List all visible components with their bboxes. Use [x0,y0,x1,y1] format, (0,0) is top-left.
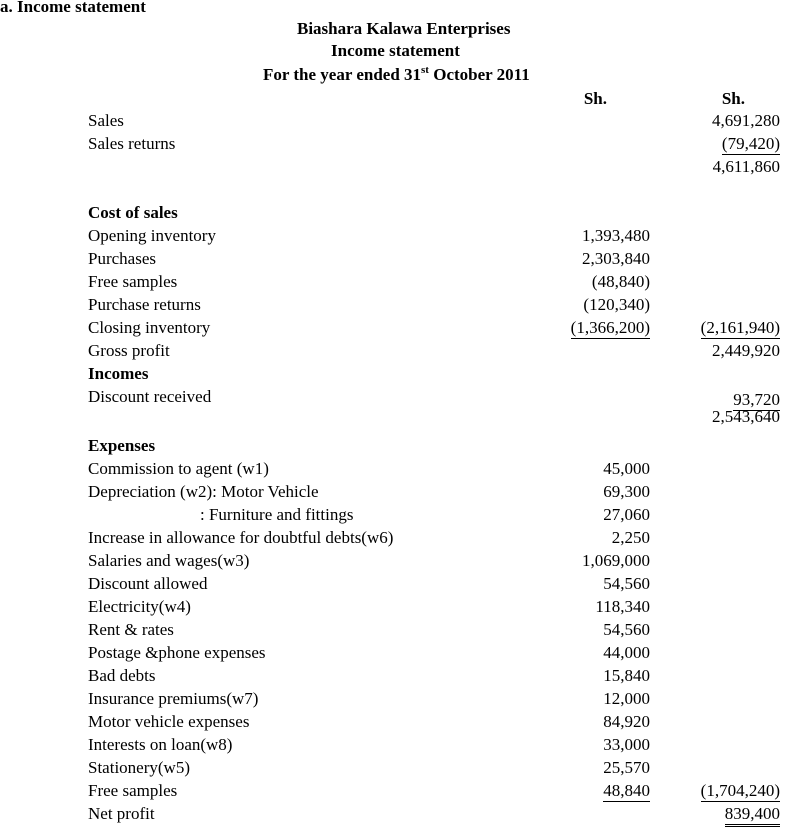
row-spacer [88,178,788,201]
row-amount-col2: (2,161,940) [700,318,780,337]
row-expense-item [88,710,788,733]
row-amount-col1: 27,060 [603,505,650,524]
row-label: Stationery(w5) [88,758,190,777]
row-expense-item [88,595,788,618]
row-label: Purchase returns [88,295,201,314]
row-amount-col1: 33,000 [603,735,650,754]
row-label: Discount allowed [88,574,208,593]
row-label: Commission to agent (w1) [88,459,269,478]
row-purchases [88,247,788,270]
row-expense-item [88,572,788,595]
section-heading: Cost of sales [88,203,178,222]
row-amount-col2: 839,400 [725,804,780,827]
row-amount-col1: 15,840 [603,666,650,685]
row-amount-col1: 12,000 [603,689,650,708]
row-label: Postage &phone expenses [88,643,266,662]
row-gross-profit [88,339,788,362]
row-expense-item [88,664,788,687]
row-amount-col2: (79,420) [721,134,780,153]
section-label: a. Income statement [0,0,146,16]
row-label: Depreciation (w2): Motor Vehicle [88,482,319,501]
row-amount-col1: (48,840) [591,272,650,291]
row-label: Electricity(w4) [88,597,191,616]
row-amount-col1: 45,000 [603,459,650,478]
row-amount-col1: 54,560 [603,620,650,639]
company-name: Biashara Kalawa Enterprises [297,19,511,38]
statement-table [88,109,788,825]
row-label: Free samples [88,781,178,800]
row-label: Opening inventory [88,226,216,245]
row-label: Net profit [88,804,155,823]
period-suffix: October 2011 [428,65,530,84]
row-amount-col1: 84,920 [603,712,650,731]
row-label: Gross profit [88,341,170,360]
row-sales [88,109,788,132]
row-label: Salaries and wages(w3) [88,551,250,570]
row-expense-item [88,687,788,710]
row-amount-col2: (1,704,240) [700,781,780,800]
row-label: Sales returns [88,134,176,153]
row-net-profit [88,802,788,825]
row-amount-col2: 4,691,280 [712,111,780,130]
section-heading: Incomes [88,364,149,383]
row-amount-col1: (120,340) [583,295,650,314]
row-net-sales [88,155,788,178]
statement-title: Income statement [331,41,460,60]
row-free-samples-cos [88,270,788,293]
row-amount-col1: 69,300 [603,482,650,501]
row-expense-item [88,756,788,779]
row-expense-item [88,641,788,664]
row-incomes-heading [88,362,788,385]
column-header-sh-2: Sh. [721,89,745,108]
row-expense-item [88,457,788,480]
row-amount-col1: 1,069,000 [582,551,650,570]
period-superscript: st [421,64,429,76]
statement-period [263,65,530,85]
row-amount-col2: 2,543,640 [712,407,780,426]
row-sales-returns [88,132,788,155]
row-label: Purchases [88,249,156,268]
row-label: Bad debts [88,666,156,685]
row-expense-item [88,503,788,526]
row-label: Increase in allowance for doubtful debts(w6) [88,528,394,547]
row-expense-item [88,618,788,641]
row-amount-col1: 48,840 [603,781,650,800]
row-amount-col2: 2,449,920 [712,341,780,360]
row-label: : Furniture and fittings [200,505,354,524]
row-expense-item [88,733,788,756]
row-expenses-heading [88,434,788,457]
row-cost-of-sales-heading [88,201,788,224]
row-expense-item [88,549,788,572]
row-discount-received [88,385,788,409]
row-amount-col1: 118,340 [595,597,650,616]
row-expense-item [88,480,788,503]
row-amount-col1: 25,570 [603,758,650,777]
row-label: Insurance premiums(w7) [88,689,259,708]
row-purchase-returns [88,293,788,316]
row-amount-col1: 2,250 [611,528,650,547]
row-expense-item [88,526,788,549]
row-opening-inventory [88,224,788,247]
column-header-sh-1: Sh. [583,89,607,108]
row-amount-col2: 4,611,860 [712,157,780,176]
row-label: Interests on loan(w8) [88,735,233,754]
row-closing-inventory [88,316,788,339]
row-label: Sales [88,111,124,130]
row-amount-col1: (1,366,200) [570,318,650,337]
row-amount-col1: 54,560 [603,574,650,593]
row-total-after-incomes [88,405,788,428]
row-amount-col1: 44,000 [603,643,650,662]
row-label: Motor vehicle expenses [88,712,250,731]
row-label: Free samples [88,272,178,291]
row-label: Closing inventory [88,318,211,337]
row-label: Rent & rates [88,620,174,639]
period-prefix: For the year ended 31 [263,65,422,84]
row-amount-col1: 1,393,480 [582,226,650,245]
row-amount-col1: 2,303,840 [582,249,650,268]
row-label: Discount received [88,387,212,406]
row-amount-col2: 93,720 [733,390,780,409]
section-heading: Expenses [88,436,156,455]
